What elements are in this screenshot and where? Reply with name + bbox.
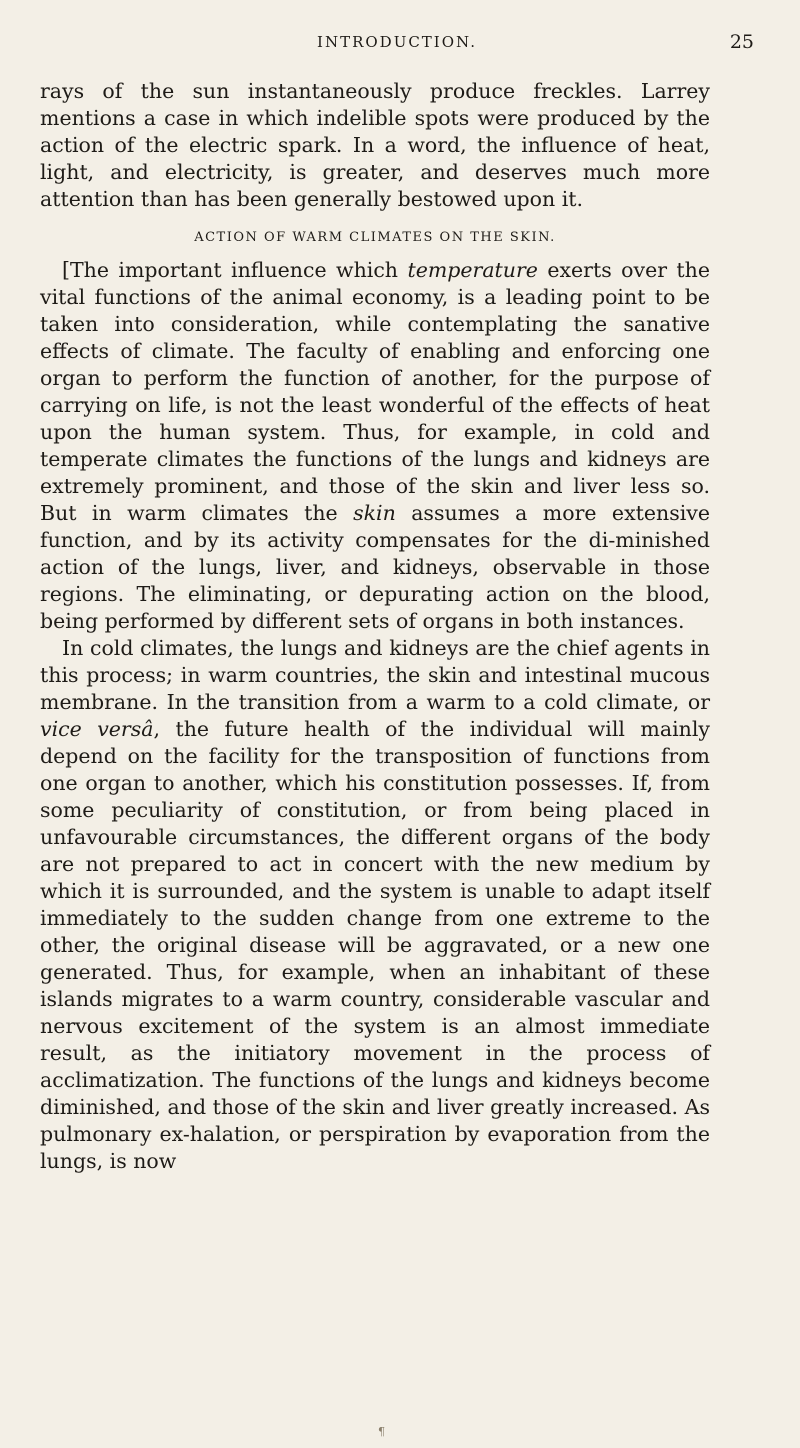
body-text: [40, 78, 710, 1175]
paragraph-2-italic-temperature: temperature: [407, 258, 538, 282]
section-heading: ACTION OF WARM CLIMATES ON THE SKIN.: [194, 230, 556, 245]
paragraph-2: [40, 257, 710, 635]
paragraph-2-text-a: [The important influence which: [62, 258, 408, 282]
paragraph-1: [40, 78, 710, 213]
running-head: [40, 33, 754, 55]
paragraph-1-text: rays of the sun instantaneously produce freckles. Larrey mentions a case in which indelible spots were produced by the action of the electric spark. In a word, the influence of heat, light, and electricity, is greater, and deserves much more attention than has been generally bestowed upon it.: [40, 79, 710, 211]
paragraph-3-text-a: In cold climates, the lungs and kidneys are the chief agents in this process; in warm countries, the skin and intestinal mucous membrane. In the transition from a warm to a cold climate, or: [40, 636, 710, 714]
page-mark: ¶: [378, 1425, 385, 1438]
paragraph-3-text-b: , the future health of the individual will mainly depend on the facility for the transposition of functions from one organ to another, which his constitution possesses. If, from some peculiarity of constitution, or from being placed in unfavourable circumstances, the different organs of the body are not prepared to act in concert with the new medium by which it is surrounded, and the system is unable to adapt itself immediately to the sudden change from one extreme to the other, the original disease will be aggravated, or a new one generated. Thus, for example, when an inhabitant of these islands migrates to a warm country, considerable vascular and nervous excitement of the system is an almost immediate result, as the initiatory movement in the process of acclimatization. The functions of the lungs and kidneys become diminished, and those of the skin and liver greatly increased. As pulmonary ex-halation, or perspiration by evaporation from the lungs, is now: [40, 717, 710, 1173]
paragraph-2-text-c: assumes a more extensive function, and by its activity compensates for the di-minished action of the lungs, liver, and kidneys, observable in those regions. The eliminating, or depurating action on the blood, being performed by different sets of organs in both instances.: [40, 501, 710, 633]
paragraph-3-italic-vice-versa: vice versâ: [40, 717, 154, 741]
paragraph-2-italic-skin: skin: [353, 501, 396, 525]
page-number: 25: [729, 31, 754, 53]
paragraph-2-text-b: exerts over the vital functions of the animal economy, is a leading point to be taken into consideration, while contemplating the sanative effects of climate. The faculty of enabling and enforcing one organ to perform the function of another, for the purpose of carrying on life, is not the least wonderful of the effects of heat upon the human system. Thus, for example, in cold and temperate climates the functions of the lungs and kidneys are extremely prominent, and those of the skin and liver less so. But in warm climates the: [40, 258, 711, 525]
running-title: INTRODUCTION.: [317, 33, 477, 51]
paragraph-3: [40, 635, 710, 1175]
